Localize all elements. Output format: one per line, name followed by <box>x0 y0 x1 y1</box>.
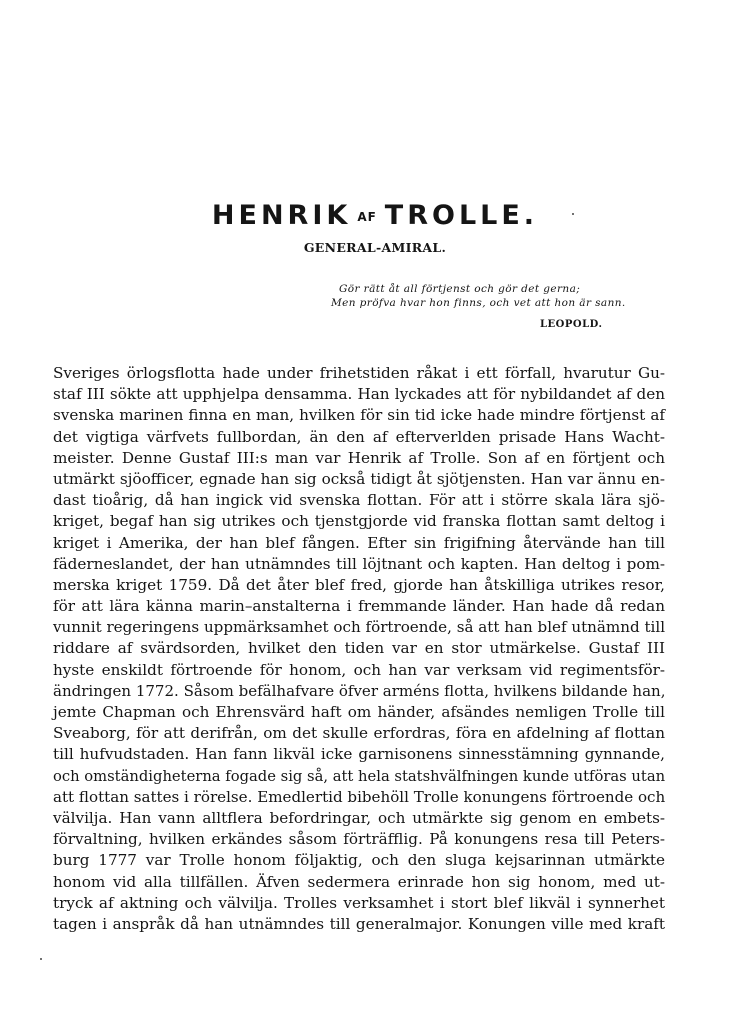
text-line: välvilja. Han vann alltflera befordringar, och utmärkte sig genom en embets- <box>53 808 665 827</box>
text-line: dast tioårig, då han ingick vid svenska flottan. För att i större skala lära sjö- <box>53 491 665 510</box>
title-name-first: HENRIK <box>211 200 352 231</box>
text-line: kriget, begaf han sig utrikes och tjenstgjorde vid franska flottan samt deltog i <box>53 512 665 531</box>
epigraph-line-2: Men pröfva hvar hon finns, och vet att hon är sann. <box>331 297 626 309</box>
text-line: fäderneslandet, der han utnämndes till löjtnant och kapten. Han deltog i pom- <box>53 554 665 573</box>
text-line: meister. Denne Gustaf III:s man var Henrik af Trolle. Son af en förtjent och <box>53 448 665 467</box>
paper-speck <box>40 958 42 960</box>
text-line: till hufvudstaden. Han fann likväl icke garnisonens sinnesstämning gynnande, <box>53 745 665 764</box>
text-line: förvaltning, hvilken erkändes såsom förträfflig. På konungens resa till Peters- <box>53 830 665 849</box>
title-connector: AF <box>357 210 377 224</box>
text-line: att flottan sattes i rörelse. Emedlertid bibehöll Trolle konungens förtroende och <box>53 787 666 806</box>
text-line: staf III sökte att upphjelpa densamma. Han lyckades att för nybildandet af den <box>53 385 665 404</box>
page-subtitle: GENERAL-AMIRAL. <box>303 240 447 255</box>
text-line: och omständigheterna fogade sig så, att hela statshvälfningen kunde utföras utan <box>53 766 666 785</box>
text-line: Sveaborg, för att derifrån, om det skulle erfordras, föra en afdelning af flottan <box>53 724 665 743</box>
epigraph-attribution: LEOPOLD. <box>540 319 603 330</box>
text-line: svenska marinen finna en man, hvilken för sin tid icke hade mindre förtjenst af <box>53 406 665 425</box>
epigraph <box>331 282 699 310</box>
text-line: merska kriget 1759. Då det åter blef fred, gjorde han åtskilliga utrikes resor, <box>53 575 665 594</box>
paper-speck <box>572 213 574 215</box>
text-line: utmärkt sjöofficer, egnade han sig också tidigt åt sjötjensten. Han var ännu en- <box>53 469 665 488</box>
title-name-last: TROLLE. <box>384 200 539 231</box>
text-line: för att lära känna marin–anstalterna i fremmande länder. Han hade då redan <box>53 597 665 616</box>
text-line: kriget i Amerika, der han blef fången. Efter sin frigifning återvände han till <box>53 533 665 552</box>
text-line: det vigtiga värfvets fullbordan, än den af efterverlden prisade Hans Wacht- <box>53 427 665 446</box>
text-line: tryck af aktning och välvilja. Trolles verksamhet i stort blef likväl i synnerhet <box>53 893 665 912</box>
text-line: riddare af svärdsorden, hvilket den tiden var en stor utmärkelse. Gustaf III <box>53 639 665 658</box>
text-line: vunnit regeringens uppmärksamhet och förtroende, så att han blef utnämnd till <box>53 618 666 637</box>
text-line: tagen i anspråk då han utnämndes till generalmajor. Konungen ville med kraft <box>53 914 665 933</box>
text-line: hyste enskildt förtroende för honom, och han var verksam vid regimentsför- <box>53 660 665 679</box>
text-line: Sveriges örlogsflotta hade under frihetstiden råkat i ett förfall, hvarutur Gu- <box>53 364 665 382</box>
epigraph-line-1: Gör rätt åt all förtjenst och gör det gerna; <box>339 283 581 295</box>
body-text <box>53 363 665 935</box>
text-line: honom vid alla tillfällen. Äfven sedermera erinrade hon sig honom, med ut- <box>53 872 665 891</box>
text-line: ändringen 1772. Såsom befälhafvare öfver arméns flotta, hvilkens bildande han, <box>53 681 666 700</box>
page-title <box>0 200 750 231</box>
text-line: jemte Chapman och Ehrensvärd haft om händer, afsändes nemligen Trolle till <box>53 703 665 721</box>
text-line: burg 1777 var Trolle honom följaktig, och den sluga kejsarinnan utmärkte <box>53 851 665 870</box>
